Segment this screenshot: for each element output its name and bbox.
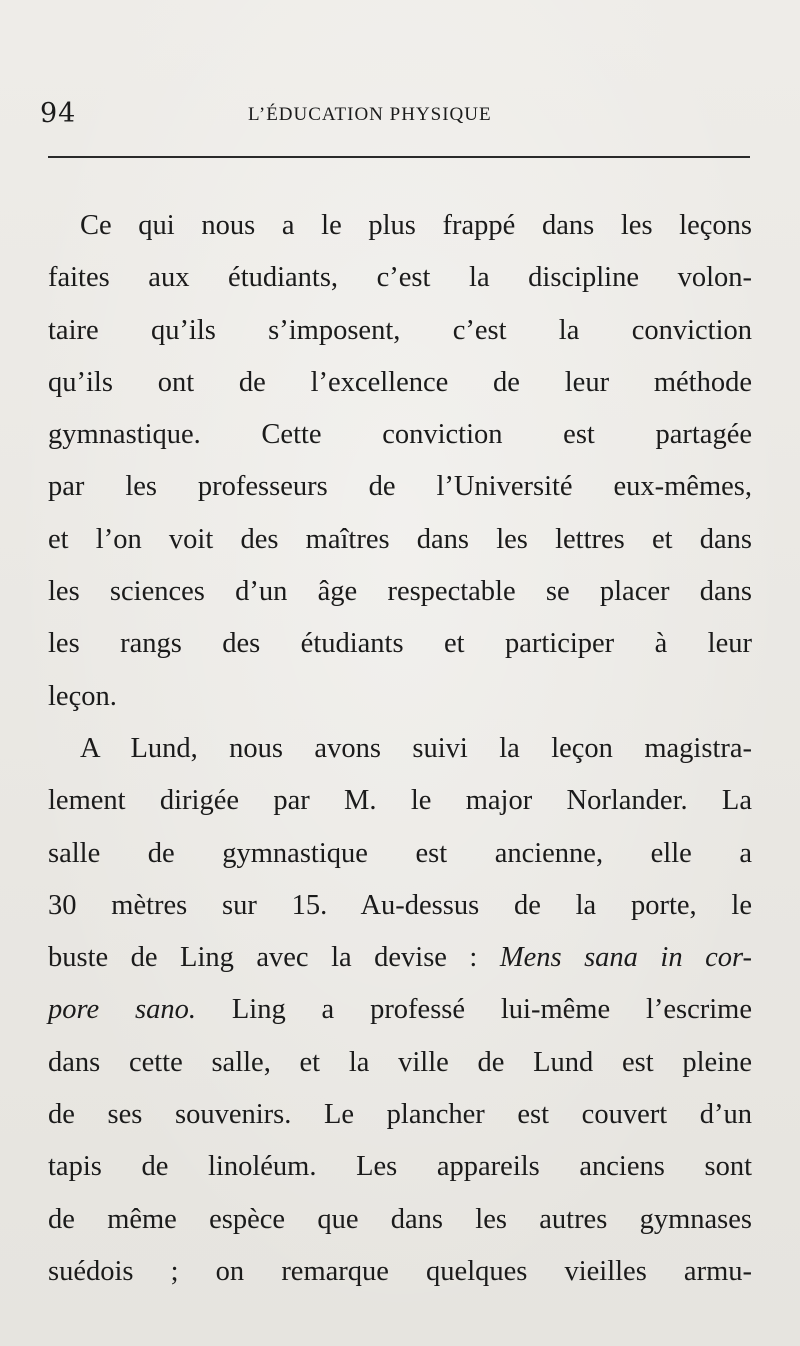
text-line: et l’on voit des maîtres dans les lettres et dans bbox=[48, 523, 752, 555]
page-number: 94 bbox=[40, 98, 77, 129]
running-title: L’ÉDUCATION PHYSIQUE bbox=[248, 104, 492, 125]
text-line: leçon. bbox=[48, 680, 117, 712]
italic-motto: Mens sana in cor- bbox=[499, 942, 752, 974]
text-line: de même espèce que dans les autres gymnases bbox=[48, 1203, 752, 1235]
text-line: taire qu’ils s’imposent, c’est la conviction bbox=[48, 314, 752, 346]
page-header bbox=[40, 98, 752, 138]
text-line: les rangs des étudiants et participer à leur bbox=[48, 628, 752, 660]
text-segment: Ling a professé lui-même l’escrime bbox=[231, 994, 752, 1026]
body-text bbox=[48, 200, 752, 1298]
text-line: suédois ; on remarque quelques vieilles armu- bbox=[48, 1255, 752, 1287]
text-line: 30 mètres sur 15. Au-dessus de la porte, le bbox=[48, 889, 752, 921]
text-line: lement dirigée par M. le major Norlander. La bbox=[48, 785, 752, 817]
text-line: de ses souvenirs. Le plancher est couvert d’un bbox=[48, 1099, 752, 1131]
text-line: par les professeurs de l’Université eux-mêmes, bbox=[48, 471, 752, 503]
text-line: qu’ils ont de l’excellence de leur méthode bbox=[48, 366, 752, 398]
text-line: tapis de linoléum. Les appareils anciens sont bbox=[48, 1151, 752, 1183]
text-line-mixed bbox=[48, 932, 752, 984]
italic-motto-end: pore sano. bbox=[48, 994, 197, 1026]
text-line: A Lund, nous avons suivi la leçon magistra- bbox=[80, 732, 752, 764]
text-line: faites aux étudiants, c’est la discipline volon- bbox=[48, 262, 752, 294]
text-line: salle de gymnastique est ancienne, elle a bbox=[48, 837, 752, 869]
text-line: dans cette salle, et la ville de Lund est pleine bbox=[48, 1046, 752, 1078]
text-segment: buste de Ling avec la devise : bbox=[48, 942, 478, 974]
header-rule bbox=[48, 156, 750, 158]
text-line: Ce qui nous a le plus frappé dans les leçons bbox=[80, 210, 752, 241]
text-line: gymnastique. Cette conviction est partagée bbox=[48, 419, 752, 451]
text-line: les sciences d’un âge respectable se placer dans bbox=[48, 576, 752, 608]
text-line-mixed bbox=[48, 984, 752, 1036]
